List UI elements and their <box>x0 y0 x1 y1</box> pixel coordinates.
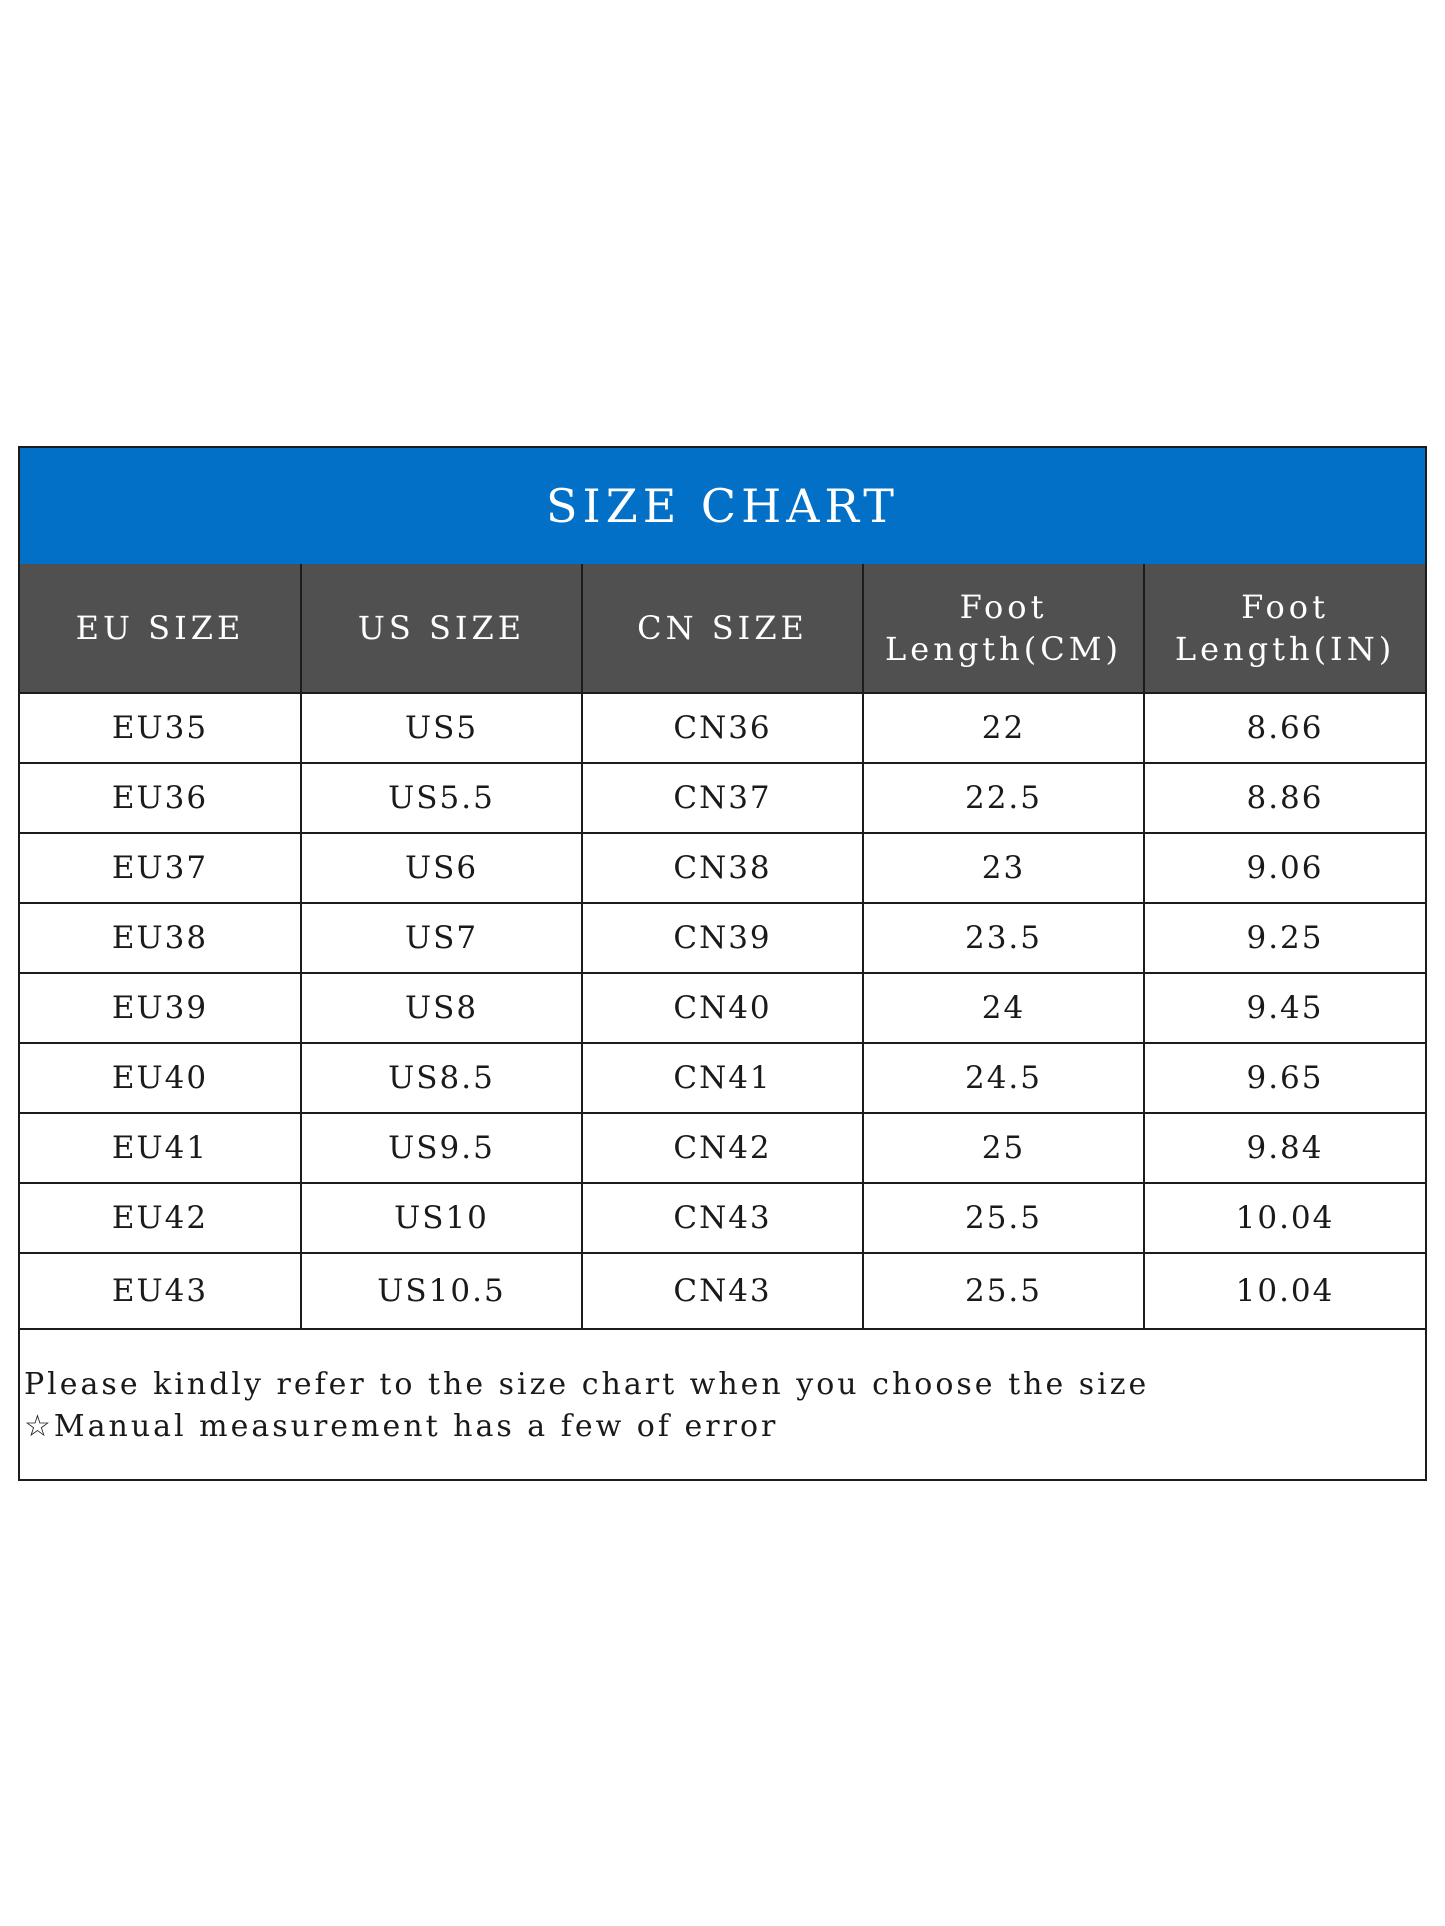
cell-us-size: US8.5 <box>301 1043 582 1113</box>
cell-foot-length-cm: 22 <box>863 693 1144 763</box>
cell-foot-length-cm: 25.5 <box>863 1253 1144 1329</box>
cell-us-size: US10.5 <box>301 1253 582 1329</box>
cell-cn-size: CN42 <box>582 1113 863 1183</box>
notes <box>24 1364 1414 1448</box>
cell-cn-size: CN36 <box>582 693 863 763</box>
header-foot-length-cm <box>863 564 1144 693</box>
cell-foot-length-cm: 25.5 <box>863 1183 1144 1253</box>
header-row <box>20 564 1425 693</box>
chart-title: SIZE CHART <box>546 479 899 533</box>
cell-foot-length-in: 9.65 <box>1144 1043 1425 1113</box>
cell-eu-size: EU37 <box>20 833 301 903</box>
cell-eu-size: EU35 <box>20 693 301 763</box>
cell-eu-size: EU38 <box>20 903 301 973</box>
header-line: EU SIZE <box>75 609 245 647</box>
table-row <box>20 903 1425 973</box>
table-row <box>20 1253 1425 1329</box>
header-eu-size <box>20 564 301 693</box>
cell-us-size: US5.5 <box>301 763 582 833</box>
cell-foot-length-cm: 24 <box>863 973 1144 1043</box>
cell-cn-size: CN43 <box>582 1183 863 1253</box>
cell-foot-length-in: 9.06 <box>1144 833 1425 903</box>
cell-cn-size: CN38 <box>582 833 863 903</box>
cell-foot-length-in: 8.86 <box>1144 763 1425 833</box>
cell-us-size: US9.5 <box>301 1113 582 1183</box>
cell-eu-size: EU42 <box>20 1183 301 1253</box>
header-line: CN SIZE <box>637 609 808 647</box>
cell-foot-length-in: 9.25 <box>1144 903 1425 973</box>
size-table <box>20 564 1425 1330</box>
table-row <box>20 833 1425 903</box>
cell-cn-size: CN37 <box>582 763 863 833</box>
header-us-size <box>301 564 582 693</box>
header-line: Length(IN) <box>1174 630 1396 668</box>
cell-foot-length-cm: 22.5 <box>863 763 1144 833</box>
cell-us-size: US6 <box>301 833 582 903</box>
cell-us-size: US5 <box>301 693 582 763</box>
table-row <box>20 1113 1425 1183</box>
cell-foot-length-cm: 24.5 <box>863 1043 1144 1113</box>
header-line: Foot <box>1241 588 1329 626</box>
table-row <box>20 1043 1425 1113</box>
table-row <box>20 1183 1425 1253</box>
cell-cn-size: CN39 <box>582 903 863 973</box>
header-cn-size <box>582 564 863 693</box>
size-chart <box>18 446 1427 1481</box>
cell-foot-length-cm: 23.5 <box>863 903 1144 973</box>
title-bar <box>20 448 1425 566</box>
cell-eu-size: EU41 <box>20 1113 301 1183</box>
header-line: Length(CM) <box>885 630 1122 668</box>
cell-foot-length-cm: 23 <box>863 833 1144 903</box>
note-manual-measurement: ☆Manual measurement has a few of error <box>24 1409 779 1444</box>
table-row <box>20 763 1425 833</box>
cell-foot-length-in: 10.04 <box>1144 1253 1425 1329</box>
cell-foot-length-in: 10.04 <box>1144 1183 1425 1253</box>
cell-cn-size: CN43 <box>582 1253 863 1329</box>
cell-eu-size: EU39 <box>20 973 301 1043</box>
cell-us-size: US10 <box>301 1183 582 1253</box>
table-row <box>20 973 1425 1043</box>
cell-eu-size: EU43 <box>20 1253 301 1329</box>
cell-foot-length-cm: 25 <box>863 1113 1144 1183</box>
header-line: US SIZE <box>357 609 526 647</box>
cell-cn-size: CN40 <box>582 973 863 1043</box>
cell-foot-length-in: 8.66 <box>1144 693 1425 763</box>
cell-eu-size: EU36 <box>20 763 301 833</box>
cell-cn-size: CN41 <box>582 1043 863 1113</box>
cell-us-size: US7 <box>301 903 582 973</box>
cell-eu-size: EU40 <box>20 1043 301 1113</box>
header-line: Foot <box>959 588 1048 626</box>
cell-foot-length-in: 9.84 <box>1144 1113 1425 1183</box>
note-refer-size-chart: Please kindly refer to the size chart when you choose the size <box>24 1367 1150 1402</box>
header-foot-length-in <box>1144 564 1425 693</box>
table-row <box>20 693 1425 763</box>
cell-foot-length-in: 9.45 <box>1144 973 1425 1043</box>
cell-us-size: US8 <box>301 973 582 1043</box>
